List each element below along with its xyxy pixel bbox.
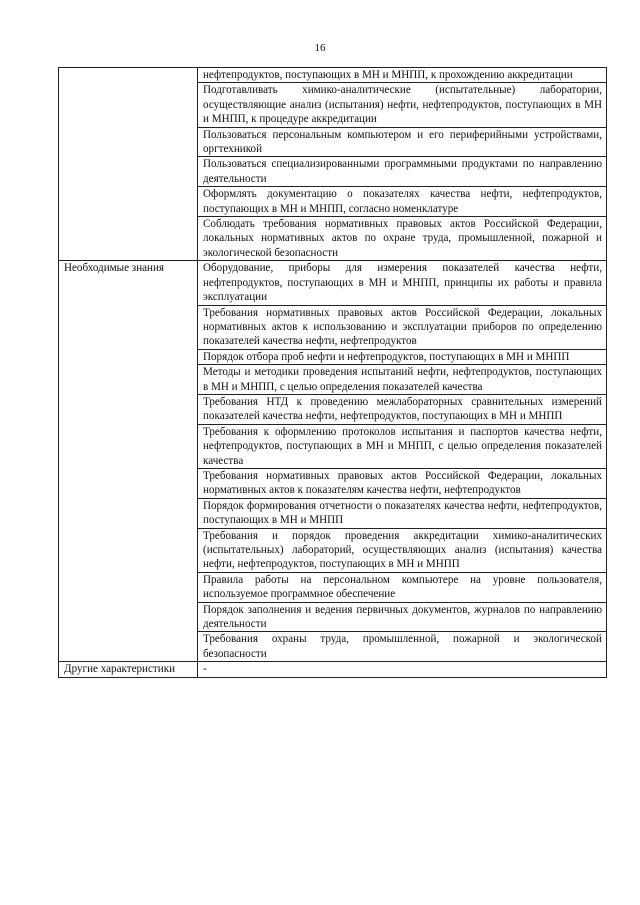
requirement-item: Правила работы на персональном компьютере на уровне пользователя, используемое программное обеспечение [198, 572, 607, 602]
requirement-item: Требования к оформлению протоколов испытания и паспортов качества нефти, нефтепродуктов, поступающих в МН и МНПП, с целью определения показателей качества [198, 424, 607, 468]
table-row [59, 662, 607, 677]
requirement-item: Пользоваться персональным компьютером и его периферийными устройствами, оргтехникой [198, 127, 607, 157]
requirement-item: Порядок формирования отчетности о показателях качества нефти, нефтепродуктов, поступающих в МН и МНПП [198, 498, 607, 528]
requirement-item: Оформлять документацию о показателях качества нефти, нефтепродуктов, поступающих в МН и МНПП, согласно номенклатуре [198, 187, 607, 217]
category-label: Необходимые знания [59, 261, 198, 662]
qualification-table [58, 67, 607, 678]
requirement-item: Требования нормативных правовых актов Российской Федерации, локальных нормативных актов к показателям качества нефти, нефтепродуктов [198, 468, 607, 498]
requirement-item: - [198, 662, 607, 677]
requirement-item: Методы и методики проведения испытаний нефти, нефтепродуктов, поступающих в МН и МНПП, с целью определения показателей качества [198, 365, 607, 395]
requirement-item: Пользоваться специализированными программными продуктами по направлению деятельности [198, 157, 607, 187]
table-row [59, 68, 607, 83]
requirement-item: Соблюдать требования нормативных правовых актов Российской Федерации, локальных нормативных актов по охране труда, промышленной, пожарной и экологической безопасности [198, 217, 607, 261]
requirement-item: Требования и порядок проведения аккредитации химико-аналитических (испытательных) лабораторий, осуществляющих анализ (испытания) качества нефти, нефтепродуктов, поступающих в МН и МНПП [198, 528, 607, 572]
category-label: Другие характеристики [59, 662, 198, 677]
requirement-item: Оборудование, приборы для измерения показателей качества нефти, нефтепродуктов, поступающих в МН и МНПП, принципы их работы и правила эксплуатации [198, 261, 607, 305]
requirement-item: Подготавливать химико-аналитические (испытательные) лаборатории, осуществляющие анализ (испытания) нефти, нефтепродуктов, поступающих в МН и МНПП, к процедуре аккредитации [198, 83, 607, 127]
table-row [59, 261, 607, 305]
requirement-item: Требования НТД к проведению межлабораторных сравнительных измерений показателей качества нефти, нефтепродуктов, поступающих в МН и МНПП [198, 394, 607, 424]
requirement-item: Порядок отбора проб нефти и нефтепродуктов, поступающих в МН и МНПП [198, 349, 607, 364]
requirement-item: Требования нормативных правовых актов Российской Федерации, локальных нормативных актов к использованию и эксплуатации приборов по определению показателей качества нефти, нефтепродуктов [198, 305, 607, 349]
requirement-item: нефтепродуктов, поступающих в МН и МНПП, к прохождению аккредитации [198, 68, 607, 83]
requirement-item: Порядок заполнения и ведения первичных документов, журналов по направлению деятельности [198, 602, 607, 632]
requirement-item: Требования охраны труда, промышленной, пожарной и экологической безопасности [198, 632, 607, 662]
table-body [59, 68, 607, 678]
category-label [59, 68, 198, 261]
page-number: 16 [314, 42, 326, 54]
